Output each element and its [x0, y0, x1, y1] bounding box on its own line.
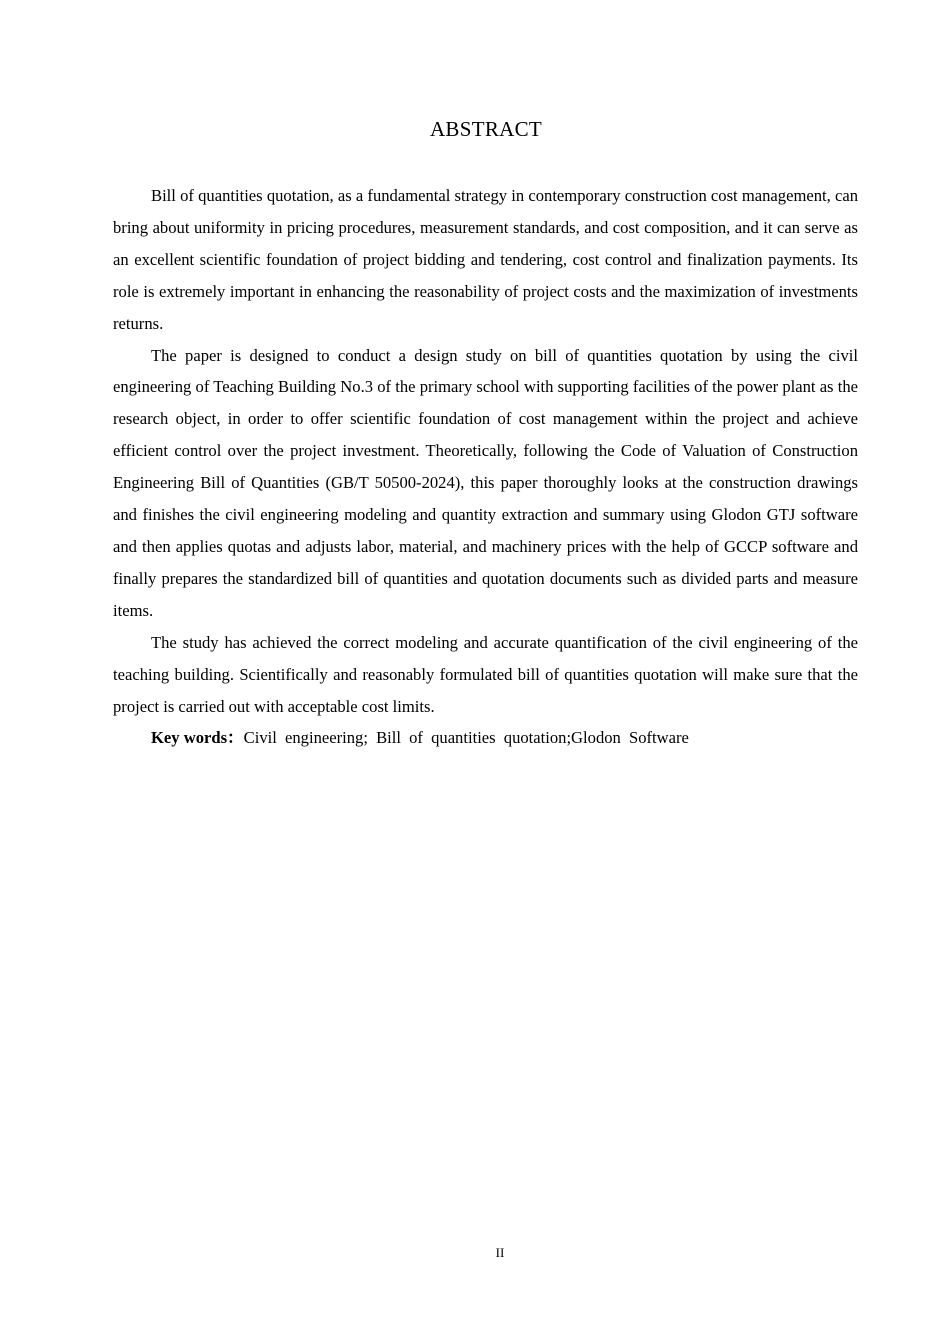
keywords-line	[113, 722, 858, 754]
abstract-paragraph-3: The study has achieved the correct modeling and accurate quantification of the civil engineering of the teaching building. Scientifically and reasonably formulated bill of quantities quotation will make sure that the project is carried out with acceptable cost limits.	[113, 632, 858, 716]
keywords-label: Key words：	[151, 728, 244, 748]
keywords-text: Civil engineering; Bill of quantities quotation;Glodon Software	[243, 728, 689, 748]
abstract-body	[113, 180, 858, 754]
page-number: II	[495, 1245, 505, 1260]
abstract-title: ABSTRACT	[429, 117, 543, 141]
abstract-paragraph-2: The paper is designed to conduct a design study on bill of quantities quotation by using the civil engineering of Teaching Building No.3 of the primary school with supporting facilities of the power plant as the research object, in order to offer scientific foundation of cost management within the project and achieve efficient control over the project investment. Theoretically, following the Code of Valuation of Construction Engineering Bill of Quantities (GB/T 50500-2024), this paper thoroughly looks at the construction drawings and finishes the civil engineering modeling and quantity extraction and summary using Glodon GTJ software and then applies quotas and adjusts labor, material, and machinery prices with the help of GCCP software and finally prepares the standardized bill of quantities and quotation documents such as divided parts and measure items.	[113, 345, 858, 620]
abstract-paragraph-1: Bill of quantities quotation, as a fundamental strategy in contemporary construction cost management, can bring about uniformity in pricing procedures, measurement standards, and cost composition, and it can serve as an excellent scientific foundation of project bidding and tendering, cost control and finalization payments. Its role is extremely important in enhancing the reasonability of project costs and the maximization of investments returns.	[113, 186, 858, 333]
